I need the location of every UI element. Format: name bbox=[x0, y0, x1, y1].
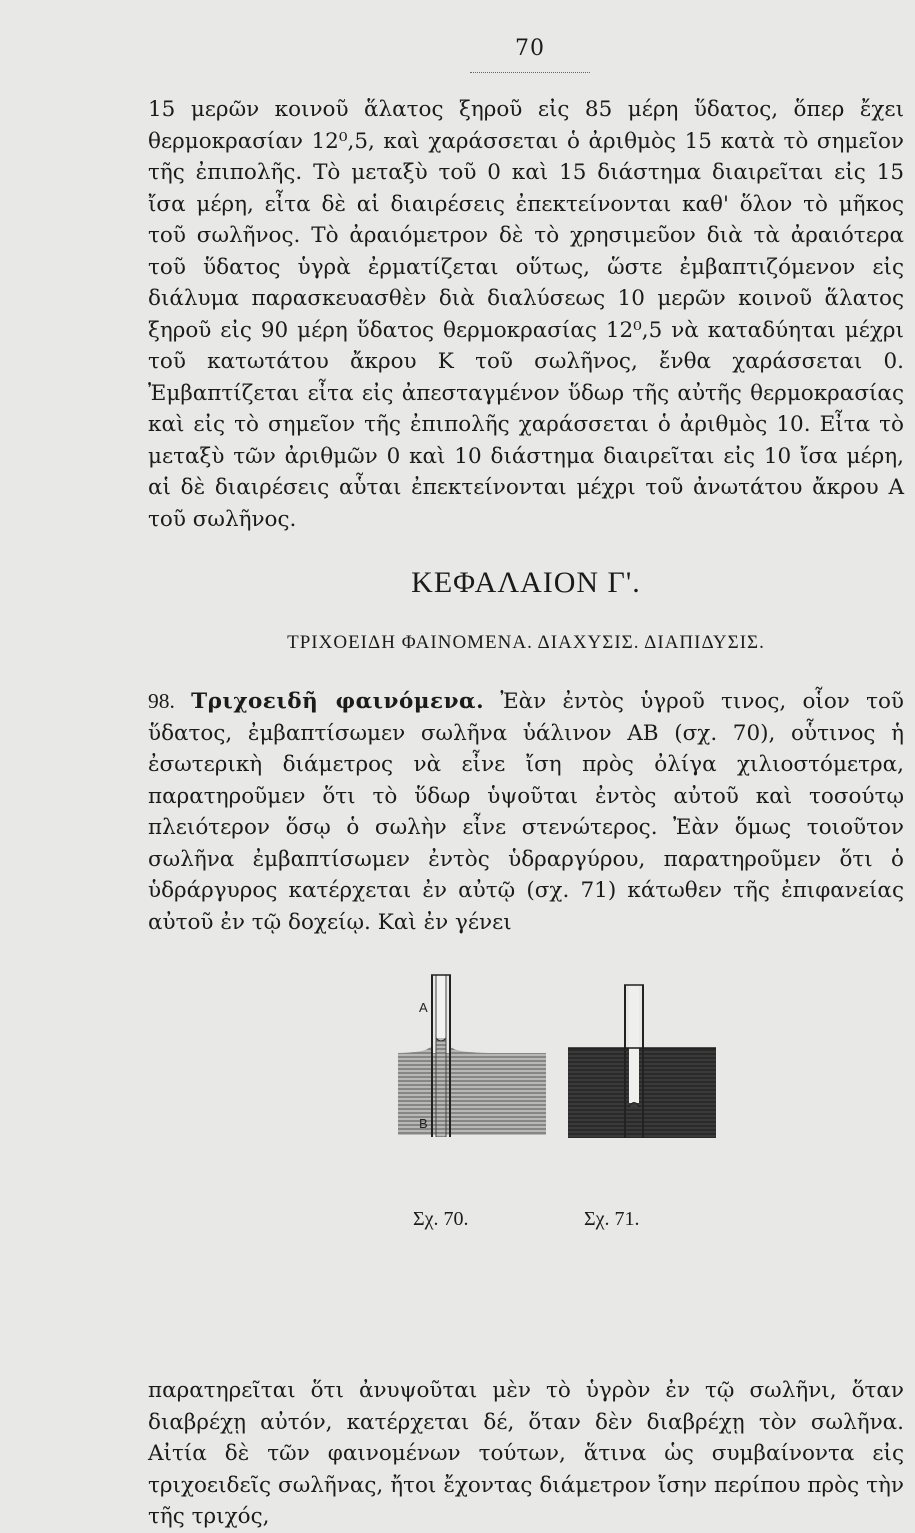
section-title: Τριχοειδῆ φαινόμενα. bbox=[191, 689, 485, 714]
section-text: Ἐὰν ἐντὸς ὑγροῦ τινος, οἷον τοῦ ὕδατος, ἐμβαπτίσωμεν σωλῆνα ὑάλινον ΑΒ (σχ. 70), οὗτινος ἡ ἐσωτερικὴ διάμετρος νὰ εἶνε ἴση πρὸς ὀλίγα χιλιοστόμετρα, παρατηροῦμεν ὅτι τὸ ὕδωρ ὑψοῦται ἐντὸς αὐτοῦ καὶ τοσούτῳ πλειότερον ὅσῳ ὁ σωλὴν εἶνε στενώτερος. Ἐὰν ὅμως τοιοῦτον σωλῆνα ἐμβαπτίσωμεν ἐντὸς ὑδραργύρου, παρατηροῦμεν ὅτι ὁ ὑδράργυρος κατέρχεται ἐν αὐτῷ (σχ. 71) κάτωθεν τῆς ἐπιφανείας αὐτοῦ ἐν τῷ δοχείῳ. Καὶ ἐν γένει bbox=[148, 689, 905, 935]
fig70-label-a: A bbox=[419, 1000, 428, 1015]
section-number: 98. bbox=[148, 689, 175, 713]
figure-71-drawing bbox=[568, 985, 716, 1138]
fig70-meniscus-left bbox=[398, 1046, 432, 1053]
figure-70-drawing bbox=[398, 975, 546, 1137]
fig71-mercury-column bbox=[629, 1103, 639, 1138]
paragraph-capillary-continued: παρατηρεῖται ὅτι ἀνυψοῦται μὲν τὸ ὑγρὸν ἐν τῷ σωλῆνι, ὅταν διαβρέχῃ αὐτόν, κατέρχεται δέ, ὅταν δὲν διαβρέχῃ τὸν σωλῆνα. Αἰτία δὲ τῶν φαινομένων τούτων, ἅτινα ὡς συμβαίνοντα εἰς τριχοειδεῖς σωλῆνας, ἤτοι ἔχοντας διάμετρον ἴσην περίπου πρὸς τὴν τῆς τριχός, bbox=[148, 1378, 904, 1529]
figure-71-caption: Σχ. 71. bbox=[584, 1208, 640, 1230]
paragraph-hydrometer: 15 μερῶν κοινοῦ ἅλατος ξηροῦ εἰς 85 μέρη ὕδατος, ὅπερ ἔχει θερμοκρασίαν 12⁰,5, καὶ χαράσσεται ὁ ἀριθμὸς 15 κατὰ τὸ σημεῖον τῆς ἐπιπολῆς. Τὸ μεταξὺ τοῦ 0 καὶ 15 διάστημα διαιρεῖται εἰς 15 ἴσα μέρη, εἶτα δὲ αἱ διαιρέσεις ἐπεκτείνονται καθ' ὅλον τὸ μῆκος τοῦ σωλῆνος. Τὸ ἀραιόμετρον δὲ τὸ χρησιμεῦον διὰ τὰ ἀραιότερα τοῦ ὕδατος ὑγρὰ ἐρματίζεται οὕτως, ὥστε ἐμβαπτιζόμενον εἰς διάλυμα παρασκευασθὲν διὰ διαλύσεως 10 μερῶν κοινοῦ ἅλατος ξηροῦ εἰς 90 μέρη ὕδατος θερμοκρασίας 12⁰,5 νὰ καταδύηται μέχρι τοῦ κατωτάτου ἄκρου Κ τοῦ σωλῆνος, ἔνθα χαράσσεται 0. Ἐμβαπτίζεται εἶτα εἰς ἀπεσταγμένον ὕδωρ τῆς αὐτῆς θερμοκρασίας καὶ εἰς τὸ σημεῖον τῆς ἐπιπολῆς χαράσσεται ὁ ἀριθμὸς 10. Εἶτα τὸ μεταξὺ τῶν ἀριθμῶν 0 καὶ 10 διάστημα διαιρεῖται εἰς 10 ἴσα μέρη, αἱ δὲ διαιρέσεις αὗται ἐπεκτείνονται μέχρι τοῦ ἀνωτάτου ἄκρου Α τοῦ σωλῆνος. bbox=[148, 97, 904, 532]
chapter-title: ΚΕΦΑΛΑΙΟΝ Γ'. bbox=[411, 566, 641, 599]
fig71-tube-bore bbox=[629, 985, 639, 1103]
page-number: 70 bbox=[515, 36, 545, 61]
chapter-subtitle: ΤΡΙΧΟΕΙΔΗ ΦΑΙΝΟΜΕΝΑ. ΔΙΑΧΥΣΙΣ. ΔΙΑΠΙΔΥΣΙΣ. bbox=[287, 632, 765, 653]
fig70-water-column bbox=[436, 1038, 446, 1137]
figure-70-caption: Σχ. 70. bbox=[413, 1208, 469, 1230]
fig70-label-b: B bbox=[419, 1116, 428, 1131]
fig70-meniscus-right bbox=[449, 1046, 490, 1053]
